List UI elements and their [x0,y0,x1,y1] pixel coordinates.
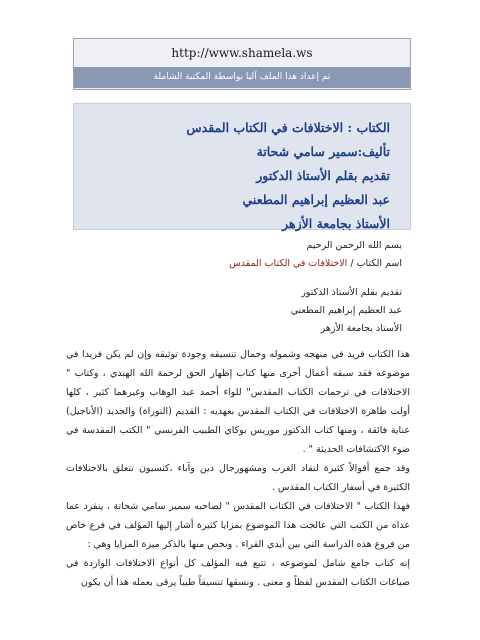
preface-line: تقديم بقلم الأستاذ الدكتور [256,168,390,183]
basmala: بسم الله الرحمن الرحيم [306,240,402,251]
book-name-line [229,255,402,273]
author-line: تأليف:سمير سامي شحاتة [256,144,390,159]
generated-notice: تم إعداد هذا الملف آليا بواسطة المكتبة الشاملة [74,67,410,88]
body-paragraph: هذا الكتاب فريد في منهجه وشموله وجمال تنسيقه وجودة توثيقه وإن لم يكن فريدا في موضوعه فقد سبقه أعمال أخرى منها كتاب إظهار الحق لرحمة الله الهندي ، وكتاب " الاختلافات في ترجمات الكتاب المقدس" للواء أحمد عبد الوهاب وغيرهما كثير ، كلها أولت ظاهرة الاختلافات في الكتاب المقدس بعهديه : القديم (التوراة) والجديد (الأناجيل) عناية فائقة ، ومنها كتاب الدكتور موريس بوكاي الطبيب الفرنسي " الكتب المقدسة في ضوء الاكتشافات الحديثة " . [66,349,410,455]
book-name-title: الاختلافات في الكتاب المقدس [229,258,348,269]
site-url[interactable]: http://www.shamela.ws [74,39,410,67]
body-paragraph: فهذا الكتاب " الاختلافات في الكتاب المقدس " لصاحبه سمير سامي شحاتة ، ينفرد عما عداه من الكتب التي عالجت هذا الموضوع بمزايا كثيرة أشار إليها المؤلف في فرع خاص من فروع هذه الدراسة التي بين أيدي القراء . ونخص منها بالذكر ميزة المزايا وهي : [66,501,410,550]
presenter-name-line: عبد العظيم إبراهيم المطعني [242,192,390,207]
presenter-affiliation-line: الأستاذ بجامعة الأزهر [282,216,390,231]
book-info-box [73,103,411,230]
presenter-name: عبد العظيم إبراهيم المطعني [290,305,402,316]
body-paragraph: إنه كتاب جامع شامل لموضوعه ، تتبع فيه المؤلف كل أنواع الاختلافات الواردة في صياغات الكتاب المقدس لفظاً و معنى . ونسقها تنسيقاً طيباً يرقى بعمله هذا أن يكون [66,558,410,588]
book-name-prefix: اسم الكتاب / [347,258,402,269]
presenter-line: تقديم بقلم الأستاذ الدكتور [301,287,402,298]
body-text [66,345,410,592]
presenter-block [291,284,402,338]
presenter-affiliation: الأستاذ بجامعة الأزهر [320,323,402,334]
intro-block [229,237,402,273]
book-title-line: الكتاب : الاختلافات في الكتاب المقدس [186,120,390,135]
body-paragraph: وقد جمع أقوالاً كثيرة لنقاد الغرب ومشهورجال دين وآباء ،كنسيون تتعلق بالاختلافات الكثيرة في أسفار الكتاب المقدس . [66,463,410,493]
header-box [73,38,411,90]
